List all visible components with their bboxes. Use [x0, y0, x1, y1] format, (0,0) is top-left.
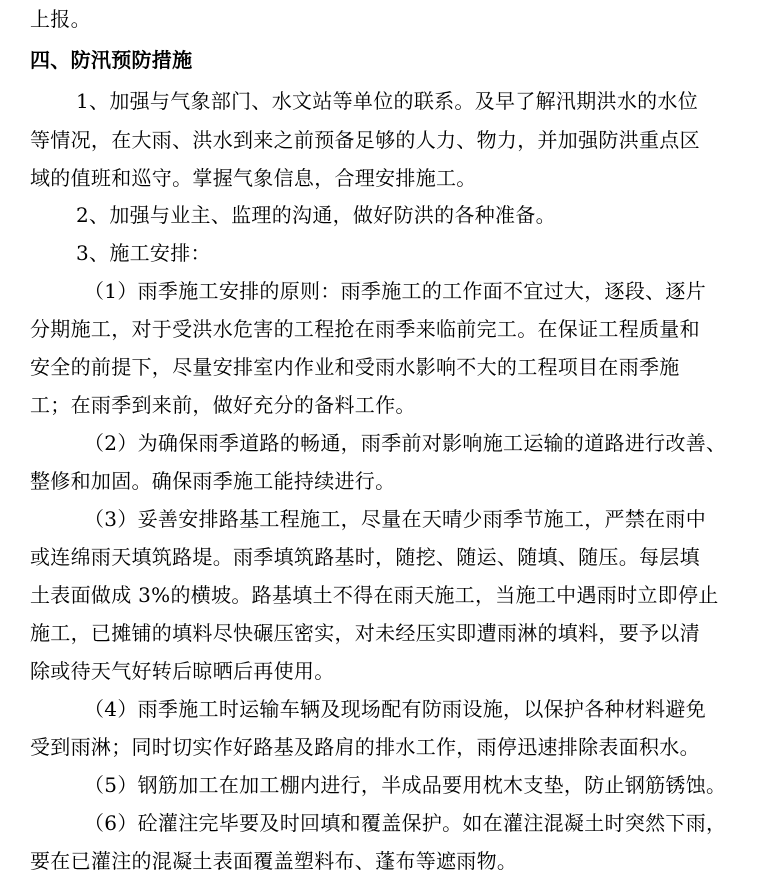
text-line-12: （2）为确保雨季道路的畅通，雨季前对影响施工运输的道路进行改善、	[84, 431, 727, 455]
text-line-22: （6）砼灌注完毕要及时回填和覆盖保护。如在灌注混凝土时突然下雨，	[84, 811, 727, 835]
text-line-14: （3）妥善安排路基工程施工，尽量在天晴少雨季节施工，严禁在雨中	[84, 507, 707, 531]
section-heading: 四、防汛预防措施	[30, 48, 193, 72]
text-line-16: 土表面做成 3%的横坡。路基填土不得在雨天施工，当施工中遇雨时立即停止	[30, 583, 719, 607]
text-line-21: （5）钢筋加工在加工棚内进行，半成品要用枕木支垫，防止钢筋锈蚀。	[84, 773, 727, 797]
text-line-23: 要在已灌注的混凝土表面覆盖塑料布、蓬布等遮雨物。	[30, 849, 518, 873]
text-line-19: （4）雨季施工时运输车辆及现场配有防雨设施，以保护各种材料避免	[84, 697, 707, 721]
text-line-8: （1）雨季施工安排的原则：雨季施工的工作面不宜过大，逐段、逐片	[84, 279, 707, 303]
text-line-18: 除或待天气好转后晾晒后再使用。	[30, 659, 335, 683]
text-line-7: 3、施工安排：	[76, 241, 211, 265]
text-line-9: 分期施工，对于受洪水危害的工程抢在雨季来临前完工。在保证工程质量和	[30, 317, 700, 341]
text-line-13: 整修和加固。确保雨季施工能持续进行。	[30, 469, 396, 493]
text-line-3: 1、加强与气象部门、水文站等单位的联系。及早了解汛期洪水的水位	[76, 89, 699, 113]
text-line-20: 受到雨淋；同时切实作好路基及路肩的排水工作，雨停迅速排除表面积水。	[30, 735, 700, 759]
text-line-11: 工；在雨季到来前，做好充分的备料工作。	[30, 393, 416, 417]
text-line-5: 域的值班和巡守。掌握气象信息，合理安排施工。	[30, 166, 477, 190]
text-line-4: 等情况，在大雨、洪水到来之前预备足够的人力、物力，并加强防洪重点区	[30, 128, 700, 152]
text-line-10: 安全的前提下，尽量安排室内作业和受雨水影响不大的工程项目在雨季施	[30, 355, 680, 379]
text-line-1: 上报。	[30, 7, 91, 31]
text-line-15: 或连绵雨天填筑路堤。雨季填筑路基时，随挖、随运、随填、随压。每层填	[30, 545, 700, 569]
text-line-17: 施工，已摊铺的填料尽快碾压密实，对未经压实即遭雨淋的填料，要予以清	[30, 621, 700, 645]
text-line-6: 2、加强与业主、监理的沟通，做好防洪的各种准备。	[76, 203, 556, 227]
